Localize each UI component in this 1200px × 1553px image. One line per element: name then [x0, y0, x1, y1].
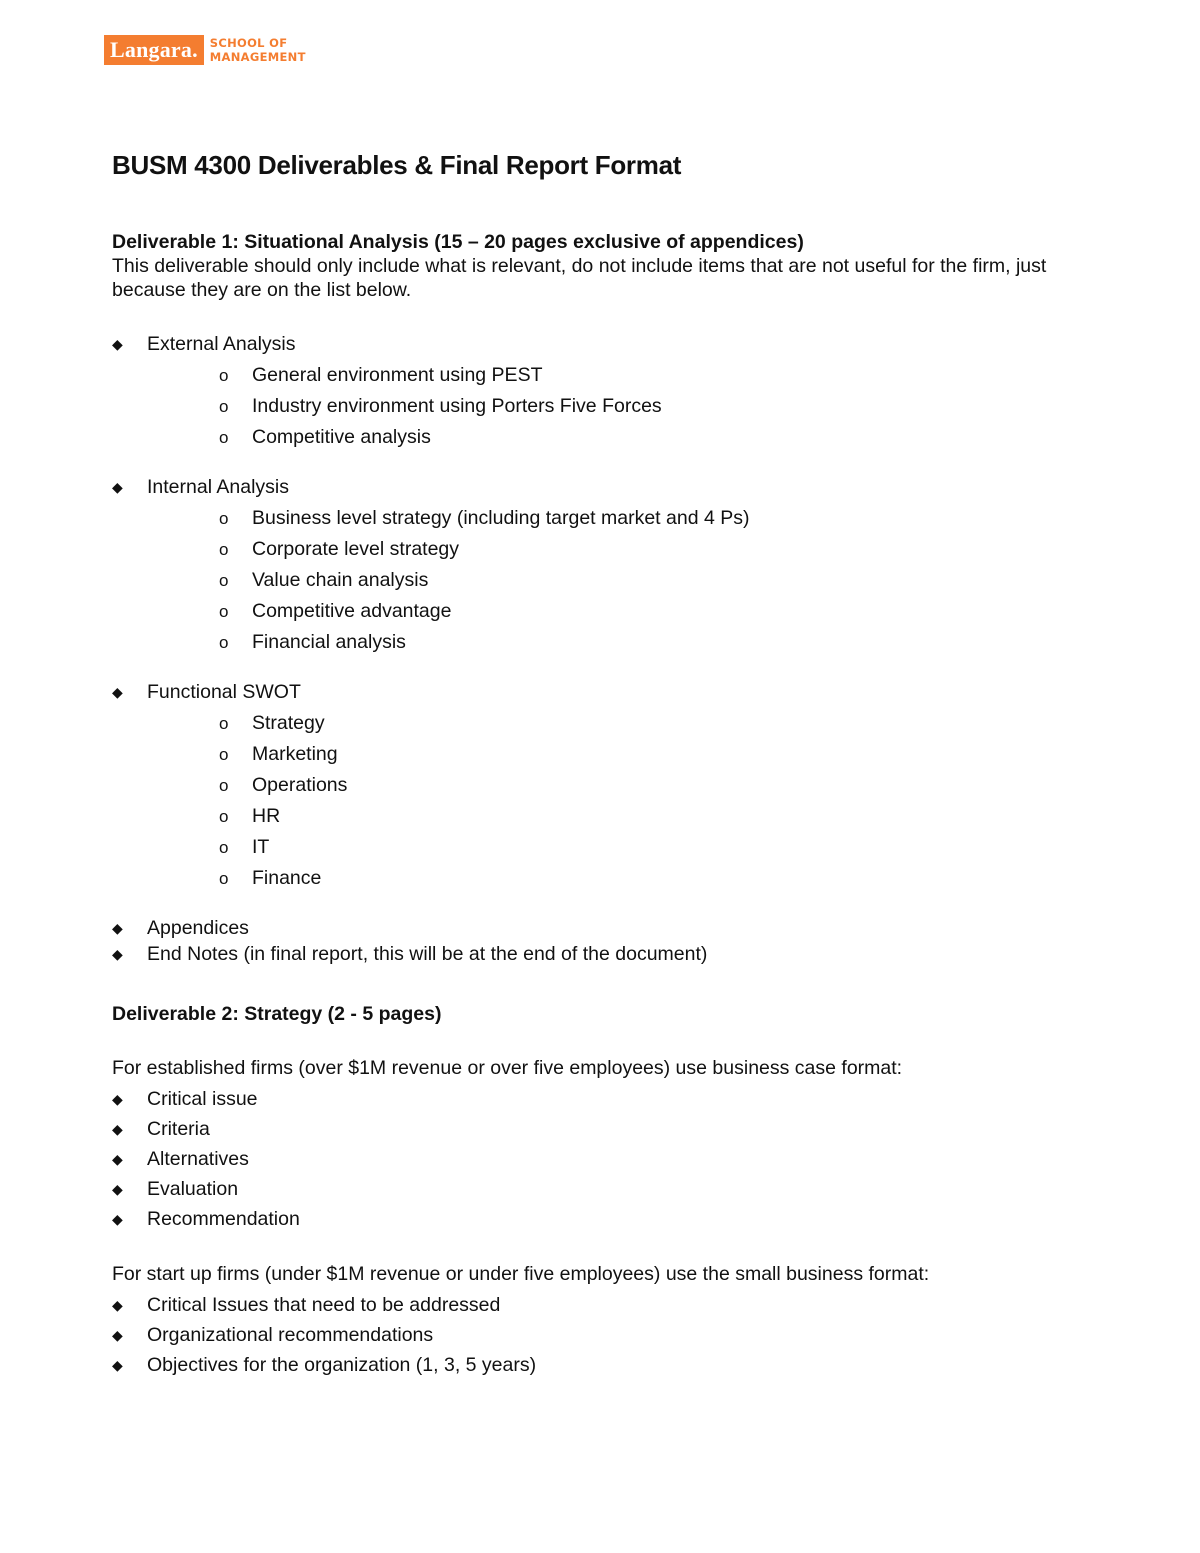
- startup-firms-intro: For start up firms (under $1M revenue or under five employees) use the small business format:: [112, 1263, 930, 1285]
- list-item: [112, 1353, 1072, 1377]
- item-label: Critical Issues that need to be addressed: [147, 1294, 501, 1316]
- logo-line-2: MANAGEMENT: [209, 50, 306, 64]
- sub-item-label: Business level strategy (including target market and 4 Ps): [252, 507, 750, 529]
- list-item: [147, 866, 1072, 890]
- diamond-bullet-icon: ◆: [112, 1151, 123, 1167]
- diamond-bullet-icon: ◆: [112, 479, 123, 495]
- circle-bullet-icon: o: [219, 428, 229, 447]
- list-item: [112, 1293, 1072, 1317]
- diamond-bullet-icon: ◆: [112, 336, 123, 352]
- list-item: [147, 711, 1072, 735]
- list-item: [147, 804, 1072, 828]
- circle-bullet-icon: o: [219, 807, 229, 826]
- list-item: [147, 599, 1072, 623]
- functional-swot-list: [112, 680, 1072, 890]
- list-item: [147, 742, 1072, 766]
- established-firms-intro: For established firms (over $1M revenue or over five employees) use business case format:: [112, 1057, 903, 1079]
- deliverable-1-tail-list: [112, 916, 1072, 966]
- item-label: Objectives for the organization (1, 3, 5 years): [147, 1354, 537, 1376]
- sub-item-label: IT: [252, 836, 270, 858]
- page-title: BUSM 4300 Deliverables & Final Report Format: [112, 150, 682, 180]
- list-item: [112, 475, 1072, 654]
- list-item: [147, 537, 1072, 561]
- sub-item-label: HR: [252, 805, 281, 827]
- list-item: [147, 506, 1072, 530]
- circle-bullet-icon: o: [219, 571, 229, 590]
- external-analysis-list: [112, 332, 1072, 449]
- established-firms-list: [112, 1087, 1072, 1231]
- item-label: Critical issue: [147, 1088, 258, 1110]
- group-label: Internal Analysis: [147, 476, 289, 498]
- startup-firms-list: [112, 1293, 1072, 1377]
- sub-item-label: Value chain analysis: [252, 569, 429, 591]
- circle-bullet-icon: o: [219, 776, 229, 795]
- list-item: [112, 332, 1072, 449]
- circle-bullet-icon: o: [219, 397, 229, 416]
- circle-bullet-icon: o: [219, 602, 229, 621]
- item-label: Organizational recommendations: [147, 1324, 434, 1346]
- diamond-bullet-icon: ◆: [112, 684, 123, 700]
- list-item: [147, 630, 1072, 654]
- list-item: [147, 394, 1072, 418]
- sub-item-label: Industry environment using Porters Five Forces: [252, 395, 662, 417]
- list-item: [112, 916, 1072, 940]
- sub-item-label: Corporate level strategy: [252, 538, 460, 560]
- list-item: [112, 1087, 1072, 1111]
- sub-item-label: Financial analysis: [252, 631, 406, 653]
- item-label: Evaluation: [147, 1178, 239, 1200]
- circle-bullet-icon: o: [219, 869, 229, 888]
- logo-brand: Langara.: [104, 35, 204, 65]
- logo-subtitle: [210, 36, 306, 64]
- group-label: Functional SWOT: [147, 681, 301, 703]
- sub-item-label: Finance: [252, 867, 322, 889]
- sub-item-label: General environment using PEST: [252, 364, 543, 386]
- deliverable-1-heading: Deliverable 1: Situational Analysis (15 – 20 pages exclusive of appendices): [112, 231, 804, 253]
- list-item: [147, 363, 1072, 387]
- sub-item-label: Strategy: [252, 712, 325, 734]
- item-label: End Notes (in final report, this will be at the end of the document): [147, 943, 708, 965]
- item-label: Alternatives: [147, 1148, 249, 1170]
- list-item: [147, 425, 1072, 449]
- langara-logo: [104, 35, 306, 65]
- list-item: [112, 1207, 1072, 1231]
- circle-bullet-icon: o: [219, 540, 229, 559]
- sub-item-label: Marketing: [252, 743, 338, 765]
- diamond-bullet-icon: ◆: [112, 920, 123, 936]
- sub-item-label: Operations: [252, 774, 348, 796]
- diamond-bullet-icon: ◆: [112, 1181, 123, 1197]
- diamond-bullet-icon: ◆: [112, 946, 123, 962]
- list-item: [112, 1177, 1072, 1201]
- item-label: Criteria: [147, 1118, 210, 1140]
- list-item: [112, 1147, 1072, 1171]
- deliverable-1-intro: This deliverable should only include what is relevant, do not include items that are not useful for the firm, just because they are on the list below.: [112, 255, 1047, 301]
- list-item: [147, 773, 1072, 797]
- list-item: [147, 568, 1072, 592]
- list-item: [112, 1323, 1072, 1347]
- diamond-bullet-icon: ◆: [112, 1091, 123, 1107]
- diamond-bullet-icon: ◆: [112, 1357, 123, 1373]
- deliverable-2-heading: Deliverable 2: Strategy (2 - 5 pages): [112, 1003, 442, 1025]
- item-label: Recommendation: [147, 1208, 300, 1230]
- sub-item-label: Competitive advantage: [252, 600, 452, 622]
- list-item: [112, 680, 1072, 890]
- list-item: [147, 835, 1072, 859]
- sub-item-label: Competitive analysis: [252, 426, 431, 448]
- diamond-bullet-icon: ◆: [112, 1211, 123, 1227]
- group-label: External Analysis: [147, 333, 296, 355]
- internal-analysis-list: [112, 475, 1072, 654]
- circle-bullet-icon: o: [219, 745, 229, 764]
- list-item: [112, 1117, 1072, 1141]
- circle-bullet-icon: o: [219, 633, 229, 652]
- diamond-bullet-icon: ◆: [112, 1327, 123, 1343]
- circle-bullet-icon: o: [219, 509, 229, 528]
- circle-bullet-icon: o: [219, 366, 229, 385]
- document-body: [112, 148, 1072, 1383]
- list-item: [112, 942, 1072, 966]
- diamond-bullet-icon: ◆: [112, 1297, 123, 1313]
- circle-bullet-icon: o: [219, 838, 229, 857]
- circle-bullet-icon: o: [219, 714, 229, 733]
- item-label: Appendices: [147, 917, 249, 939]
- diamond-bullet-icon: ◆: [112, 1121, 123, 1137]
- logo-line-1: SCHOOL OF: [209, 36, 288, 50]
